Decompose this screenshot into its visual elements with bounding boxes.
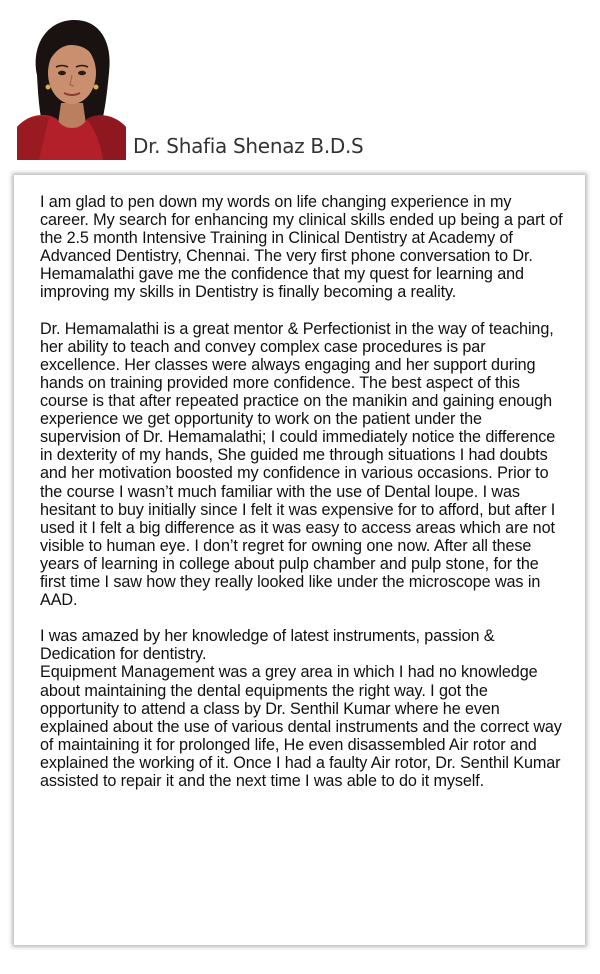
profile-header <box>0 0 600 170</box>
testimonial-body <box>40 193 564 790</box>
testimonial-paragraph: Equipment Management was a grey area in which I had no knowledge about maintaining the dental equipments the right way. I got the opportunity to attend a class by Dr. Senthil Kumar where he even explained about the use of various dental instruments and the correct way of maintaining it for prolonged life, He even disassembled Air rotor and explained the working of it. Once I had a faulty Air rotor, Dr. Senthil Kumar assisted to repair it and the next time I was able to do it myself. <box>40 663 562 790</box>
testimonial-card <box>14 175 585 945</box>
testimonial-paragraph: I was amazed by her knowledge of latest instruments, passion & Dedication for dentistry. <box>40 627 495 664</box>
doctor-name: Dr. Shafia Shenaz B.D.S <box>133 134 364 158</box>
testimonial-paragraph: Dr. Hemamalathi is a great mentor & Perfectionist in the way of teaching, her ability to teach and convey complex case procedures is par excellence. Her classes were always engaging and her support during hands on training provided more confidence. The best aspect of this course is that after repeated practice on the manikin and gaining enough experience we get opportunity to work on the patient under the supervision of Dr. Hemamalathi; I could immediately notice the difference in dexterity of my hands, She guided me through situations I had doubts and her motivation boosted my confidence in various occasions. Prior to the course I wasn’t much familiar with the use of Dental loupe. I was hesitant to buy initially since I felt it was expensive for to afford, but after I used it I felt a big difference as it was easy to access areas which are not visible to human eye. I don’t regret for owning one now. After all these years of learning in college about pulp chamber and pulp stone, for the first time I saw how they really looked like under the microscope was in AAD. <box>40 319 556 610</box>
testimonial-paragraph: I am glad to pen down my words on life changing experience in my career. My search for enhancing my clinical skills ended up being a part of the 2.5 month Intensive Training in Clinical Dentistry at Academy of Advanced Dentistry, Chennai. The very first phone conversation to Dr. Hemamalathi gave me the confidence that my quest for learning and improving my skills in Dentistry is finally becoming a reality. <box>40 193 563 302</box>
profile-photo <box>17 15 126 160</box>
